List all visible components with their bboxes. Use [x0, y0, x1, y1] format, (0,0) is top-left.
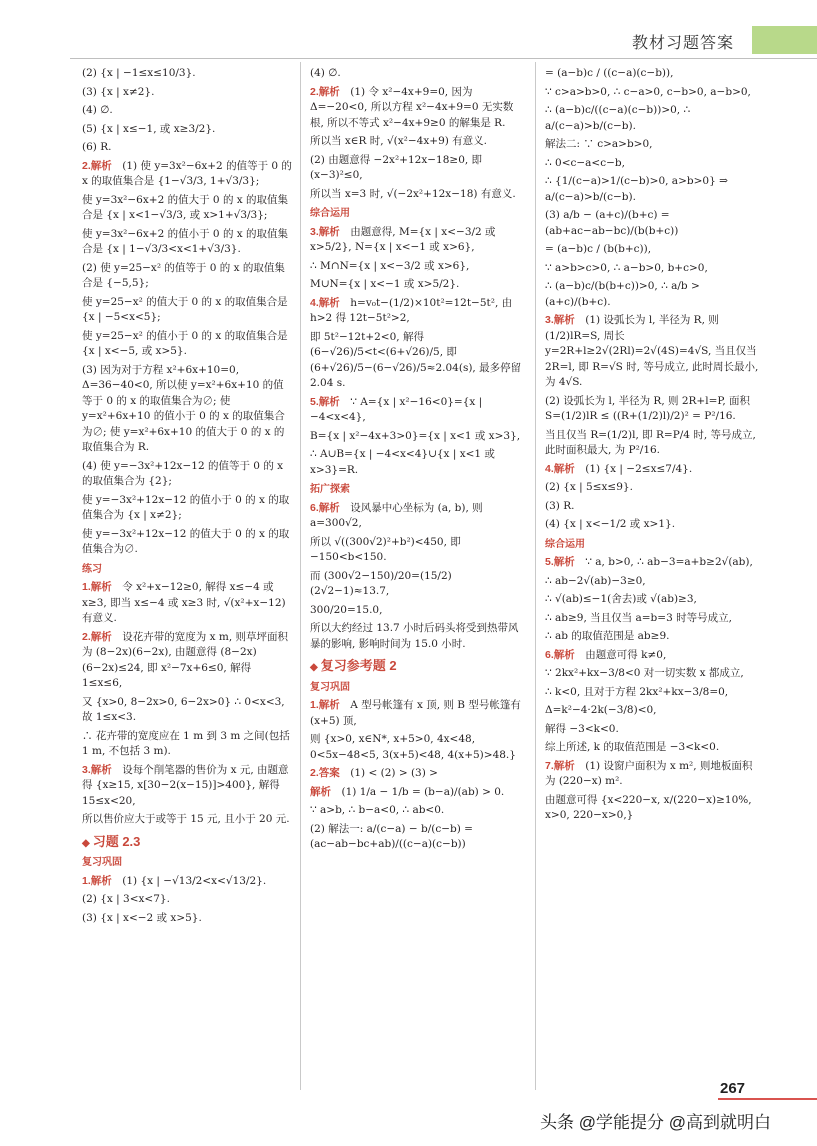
- answer-text: ∴ (a−b)c/((c−a)(c−b))>0, ∴ a/(c−a)>b/(c−b).: [545, 104, 691, 132]
- answer-label: 1.解析: [310, 699, 340, 711]
- answer-line: [545, 103, 760, 134]
- answer-line: [310, 698, 525, 729]
- column-left: [82, 66, 292, 929]
- answer-line: [545, 480, 760, 496]
- answer-label: 1.解析: [82, 874, 112, 887]
- answer-text: (3) a/b − (a+c)/(b+c) = (ab+ac−ab−bc)/(b(b+c)): [545, 209, 679, 237]
- answer-line: [82, 812, 292, 828]
- answer-line: [545, 261, 760, 277]
- answer-line: [310, 569, 525, 600]
- answer-line: [82, 911, 292, 927]
- answer-line: [310, 153, 525, 184]
- answer-line: [82, 874, 292, 890]
- chapter-heading-text: 习题 2.3: [92, 833, 141, 849]
- diamond-icon: ◆: [310, 662, 318, 673]
- section-heading: 综合运用: [310, 208, 350, 219]
- answer-line: [310, 766, 525, 782]
- answer-text: 则 {x>0, x∈N*, x+5>0, 4x<48, 0<5x−48<5, 3(x+5)<48, 4(x+5)>48.}: [310, 733, 516, 761]
- answer-text: (3) {x | x<−2 或 x>5}.: [82, 911, 202, 924]
- answer-text: (1) {x | −2≤x≤7/4}.: [585, 462, 693, 475]
- answer-line: [310, 395, 525, 426]
- answer-line: [545, 648, 760, 664]
- answer-text: 所以售价应大于或等于 15 元, 且小于 20 元.: [82, 813, 290, 825]
- header-title: 教材习题答案: [632, 35, 735, 52]
- answer-line: [82, 261, 292, 292]
- answer-line: [310, 429, 525, 445]
- answer-line: [82, 159, 292, 190]
- answer-text: ∴ ab−2√(ab)−3≥0,: [545, 574, 646, 587]
- answer-line: [310, 501, 525, 532]
- answer-line: [82, 459, 292, 490]
- answer-label: 2.答案: [310, 767, 340, 779]
- answer-text: 综上所述, k 的取值范围是 −3<k<0.: [545, 741, 720, 753]
- answer-line: [310, 330, 525, 392]
- answer-text: ∵ A={x | x²−16<0}={x | −4<x<4},: [310, 395, 483, 423]
- answer-line: [310, 225, 525, 256]
- answer-label: 3.解析: [310, 225, 340, 238]
- answer-line: [545, 208, 760, 239]
- answer-label: 4.解析: [545, 462, 575, 475]
- answer-text: 设花卉带的宽度为 x m, 则草坪面积为 (8−2x)(6−2x), 由题意得 (8−2x)(6−2x)≤24, 即 x²−7x+6≤0, 解得 1≤x≤6,: [82, 630, 288, 689]
- answer-line: [545, 793, 760, 824]
- answer-label: 2.解析: [82, 630, 112, 643]
- answer-line: [545, 629, 760, 645]
- answer-text: ∴ √(ab)≤−1(舍去)或 √(ab)≥3,: [545, 593, 697, 605]
- answer-line: [545, 740, 760, 756]
- chapter-heading: [310, 658, 525, 676]
- answer-line: [310, 621, 525, 652]
- answer-text: (2) {x | 3<x<7}.: [82, 893, 170, 905]
- answer-text: 使 y=3x²−6x+2 的值小于 0 的 x 的取值集合是 {x | 1−√3/3<x<1+√3/3}.: [82, 227, 289, 255]
- answer-text: ∵ a, b>0, ∴ ab−3=a+b≥2√(ab),: [585, 556, 753, 568]
- answer-text: ∴ (a−b)c/(b(b+c))>0, ∴ a/b > (a+c)/(b+c).: [545, 280, 700, 308]
- answer-line: [545, 555, 760, 571]
- answer-line: [82, 227, 292, 258]
- column-middle: [310, 66, 525, 856]
- answer-line: [310, 85, 525, 132]
- column-divider-right: [535, 62, 536, 1090]
- answer-text: (1) 设窗户面积为 x m², 则地板面积为 (220−x) m².: [545, 759, 753, 787]
- answer-line: [545, 759, 760, 790]
- answer-text: (1) 使 y=3x²−6x+2 的值等于 0 的 x 的取值集合是 {1−√3/3, 1+√3/3};: [82, 159, 292, 187]
- chapter-heading-text: 复习参考题 2: [320, 658, 397, 673]
- answer-text: A 型号帐篷有 x 顶, 则 B 型号帐篷有 (x+5) 顶,: [310, 699, 521, 727]
- answer-label: 解析: [310, 785, 331, 798]
- chapter-heading: [82, 834, 292, 852]
- answer-line: [310, 259, 525, 275]
- answer-text: (2) 由题意得 −2x²+12x−18≥0, 即 (x−3)²≤0,: [310, 153, 483, 181]
- answer-text: Δ=k²−4·2k(−3/8)<0,: [545, 704, 657, 716]
- answer-text: (1) 设弧长为 l, 半径为 R, 则 (1/2)lR=S, 周长 y=2R+l≥2√(2Rl)=2√(4S)=4√S, 当且仅当 2R=l, 即 R=√S 时, 等号成立, 此时周长最小, 为 4√S.: [545, 314, 759, 388]
- answer-text: (5) {x | x≤−1, 或 x≥3/2}.: [82, 122, 216, 135]
- answer-line: [310, 822, 525, 853]
- section-heading: 复习巩固: [310, 681, 350, 693]
- answer-line: [545, 574, 760, 590]
- answer-text: ∵ 2kx²+kx−3/8<0 对一切实数 x 都成立,: [545, 667, 744, 679]
- section-heading: 练习: [82, 563, 102, 575]
- answer-line: [545, 462, 760, 478]
- answer-text: ∴ 0<c−a<c−b,: [545, 156, 625, 169]
- answer-line: [82, 140, 292, 156]
- answer-line: [545, 722, 760, 738]
- answer-text: (1) {x | −√13/2<x<√13/2}.: [122, 874, 267, 887]
- answer-text: 而 (300√2−150)/20=(15/2)(2√2−1)≈13.7,: [310, 569, 452, 597]
- header-divider: [70, 58, 817, 59]
- answer-line: [82, 580, 292, 627]
- answer-text: 使 y=−3x²+12x−12 的值小于 0 的 x 的取值集合为 {x | x≠2};: [82, 493, 290, 521]
- answer-text: 所以当 x=3 时, √(−2x²+12x−18) 有意义.: [310, 187, 516, 200]
- answer-text: ∴ A∪B={x | −4<x<4}∪{x | x<1 或 x>3}=R.: [310, 448, 495, 476]
- answer-line: [310, 187, 525, 203]
- answer-text: ∴ 花卉带的宽度应在 1 m 到 3 m 之间(包括 1 m, 不包括 3 m).: [82, 729, 290, 757]
- answer-text: (2) {x | 5≤x≤9}.: [545, 481, 633, 493]
- answer-label: 3.解析: [545, 314, 575, 326]
- answer-line: [545, 611, 760, 627]
- answer-text: ∴ ab 的取值范围是 ab≥9.: [545, 630, 670, 642]
- answer-line: [545, 394, 760, 425]
- answer-text: ∴ k<0, 且对于方程 2kx²+kx−3/8=0,: [545, 685, 729, 698]
- answer-line: [82, 630, 292, 692]
- answer-text: 由题意可得 k≠0,: [585, 648, 667, 661]
- answer-text: ∴ ab≥9, 当且仅当 a=b=3 时等号成立,: [545, 611, 732, 624]
- answer-text: ∵ a>b, ∴ b−a<0, ∴ ab<0.: [310, 804, 445, 816]
- answer-text: (2) 解法一: a/(c−a) − b/(c−b) = (ac−ab−bc+ab)/((c−a)(c−b)): [310, 822, 473, 850]
- section-heading: 综合运用: [545, 538, 585, 550]
- answer-text: 所以 √((300√2)²+b²)<450, 即 −150<b<150.: [310, 535, 461, 563]
- answer-text: 由题意得, M={x | x<−3/2 或 x>5/2}, N={x | x<−1 或 x>6},: [310, 225, 496, 253]
- section-heading: 复习巩固: [82, 857, 122, 868]
- answer-label: 2.解析: [82, 159, 112, 172]
- page-number: 267: [720, 1080, 746, 1097]
- column-right: [545, 66, 760, 827]
- answer-line: [545, 666, 760, 682]
- answer-text: (3) R.: [545, 499, 575, 512]
- answer-text: (4) ∅.: [82, 104, 113, 116]
- answer-text: h=v₀t−(1/2)×10t²=12t−5t², 由 h>2 得 12t−5t²>2,: [310, 296, 513, 324]
- answer-label: 5.解析: [310, 395, 340, 408]
- answer-line: [310, 803, 525, 819]
- answer-line: [545, 517, 760, 533]
- answer-line: [310, 277, 525, 293]
- answer-text: ∴ M∩N={x | x<−3/2 或 x>6},: [310, 259, 470, 272]
- header-accent-bar: [752, 26, 817, 54]
- answer-label: 6.解析: [310, 501, 340, 514]
- answer-text: M∪N={x | x<−1 或 x>5/2}.: [310, 278, 460, 290]
- answer-line: [82, 329, 292, 360]
- answer-line: [545, 703, 760, 719]
- watermark: 头条 @学能提分 @高到就明白: [540, 1113, 771, 1132]
- answer-text: 所以大约经过 13.7 小时后码头将受到热带风暴的影响, 影响时间为 15.0 小时.: [310, 622, 519, 650]
- answer-text: (1) 令 x²−4x+9=0, 因为 Δ=−20<0, 所以方程 x²−4x+9=0 无实数根, 所以不等式 x²−4x+9≥0 的解集是 R.: [310, 85, 514, 129]
- answer-line: [310, 535, 525, 566]
- answer-text: 设每个削笔器的售价为 x 元, 由题意得 {x≥15, x[30−2(x−15)]>400}, 解得 15≤x<20,: [82, 763, 289, 807]
- answer-line: [545, 279, 760, 310]
- page-number-underline: [718, 1098, 817, 1100]
- answer-text: ∵ c>a>b>0, ∴ c−a>0, c−b>0, a−b>0,: [545, 85, 751, 98]
- answer-label: 7.解析: [545, 759, 575, 772]
- answer-text: (3) {x | x≠2}.: [82, 85, 155, 98]
- answer-text: (2) {x | −1≤x≤10/3}.: [82, 67, 196, 79]
- answer-line: [545, 174, 760, 205]
- answer-label: 4.解析: [310, 296, 340, 309]
- answer-line: [82, 193, 292, 224]
- answer-text: 使 y=3x²−6x+2 的值大于 0 的 x 的取值集合是 {x | x<1−√3/3, 或 x>1+√3/3};: [82, 193, 289, 221]
- answer-text: 所以当 x∈R 时, √(x²−4x+9) 有意义.: [310, 135, 488, 147]
- answer-text: 又 {x>0, 8−2x>0, 6−2x>0} ∴ 0<x<3, 故 1≤x<3.: [82, 695, 285, 723]
- answer-line: [82, 763, 292, 810]
- answer-line: [82, 103, 292, 119]
- answer-text: ∴ {1/(c−a)>1/(c−b)>0, a>b>0} ⇒ a/(c−a)>b/(c−b).: [545, 175, 728, 203]
- section-heading: 拓广探索: [310, 484, 350, 495]
- answer-text: 解法二: ∵ c>a>b>0,: [545, 138, 653, 150]
- column-divider-left: [300, 62, 301, 1090]
- answer-text: = (a−b)c / (b(b+c)),: [545, 243, 652, 255]
- answer-line: [545, 428, 760, 459]
- answer-line: [545, 137, 760, 153]
- answer-text: (1) 1/a − 1/b = (b−a)/(ab) > 0.: [341, 785, 505, 798]
- answer-line: [82, 295, 292, 326]
- answer-label: 1.解析: [82, 581, 112, 593]
- answer-text: (4) {x | x<−1/2 或 x>1}.: [545, 518, 676, 530]
- answer-text: (3) 因为对于方程 x²+6x+10=0, Δ=36−40<0, 所以使 y=x²+6x+10 的值等于 0 的 x 的取值集合为∅; 使 y=x²+6x+10 的值小于 0 的 x 的取值集合为∅; 使 y=x²+6x+10 的值大于 0 的 x 的取值集合为 R.: [82, 363, 285, 453]
- answer-line: [545, 592, 760, 608]
- answer-line: [545, 85, 760, 101]
- answer-text: (4) ∅.: [310, 67, 341, 79]
- answer-line: [82, 729, 292, 760]
- answer-line: [82, 892, 292, 908]
- answer-line: [310, 603, 525, 619]
- answer-line: [82, 527, 292, 558]
- answer-line: [545, 499, 760, 515]
- answer-text: 解得 −3<k<0.: [545, 722, 619, 735]
- answer-line: [82, 363, 292, 456]
- answer-text: 当且仅当 R=(1/2)l, 即 R=P/4 时, 等号成立, 此时面积最大, 为 P²/16.: [545, 428, 756, 456]
- answer-line: [310, 447, 525, 478]
- answer-line: [310, 785, 525, 801]
- answer-label: 2.解析: [310, 85, 340, 98]
- answer-text: (2) 使 y=25−x² 的值等于 0 的 x 的取值集合是 {−5,5};: [82, 261, 285, 289]
- answer-text: (6) R.: [82, 141, 112, 153]
- answer-line: [545, 66, 760, 82]
- answer-line: [310, 732, 525, 763]
- answer-line: [545, 242, 760, 258]
- answer-text: B={x | x²−4x+3>0}={x | x<1 或 x>3},: [310, 429, 521, 442]
- answer-line: [82, 85, 292, 101]
- answer-label: 5.解析: [545, 556, 575, 568]
- answer-line: [82, 66, 292, 82]
- answer-label: 3.解析: [82, 763, 112, 776]
- answer-text: (1) < (2) > (3) >: [350, 767, 438, 779]
- answer-line: [82, 695, 292, 726]
- answer-line: [310, 296, 525, 327]
- answer-line: [310, 66, 525, 82]
- answer-label: 6.解析: [545, 648, 575, 661]
- answer-text: 设风暴中心坐标为 (a, b), 则 a=300√2,: [310, 501, 483, 529]
- answer-line: [545, 313, 760, 391]
- answer-line: [82, 493, 292, 524]
- answer-text: 令 x²+x−12≥0, 解得 x≤−4 或 x≥3, 即当 x≤−4 或 x≥3 时, √(x²+x−12) 有意义.: [82, 581, 286, 624]
- answer-text: (2) 设弧长为 l, 半径为 R, 则 2R+l=P, 面积 S=(1/2)lR ≤ ((R+(1/2)l)/2)² = P²/16.: [545, 394, 750, 422]
- answer-line: [545, 685, 760, 701]
- answer-text: 使 y=25−x² 的值小于 0 的 x 的取值集合是 {x | x<−5, 或 x>5}.: [82, 329, 288, 357]
- diamond-icon: ◆: [82, 837, 90, 849]
- answer-line: [82, 122, 292, 138]
- answer-line: [545, 156, 760, 172]
- answer-text: 由题意可得 {x<220−x, x/(220−x)≥10%, x>0, 220−x>0,}: [545, 793, 752, 821]
- answer-text: 300/20=15.0,: [310, 603, 383, 616]
- answer-text: ∵ a>b>c>0, ∴ a−b>0, b+c>0,: [545, 261, 708, 274]
- answer-text: (4) 使 y=−3x²+12x−12 的值等于 0 的 x 的取值集合为 {2};: [82, 459, 284, 487]
- answer-text: 使 y=25−x² 的值大于 0 的 x 的取值集合是 {x | −5<x<5};: [82, 295, 288, 323]
- answer-line: [310, 134, 525, 150]
- answer-text: 使 y=−3x²+12x−12 的值大于 0 的 x 的取值集合为∅.: [82, 527, 290, 555]
- answer-text: = (a−b)c / ((c−a)(c−b)),: [545, 67, 674, 79]
- answer-text: 即 5t²−12t+2<0, 解得 (6−√26)/5<t<(6+√26)/5, 即 (6+√26)/5−(6−√26)/5≈2.04(s), 最多停留 2.04 s.: [310, 330, 522, 389]
